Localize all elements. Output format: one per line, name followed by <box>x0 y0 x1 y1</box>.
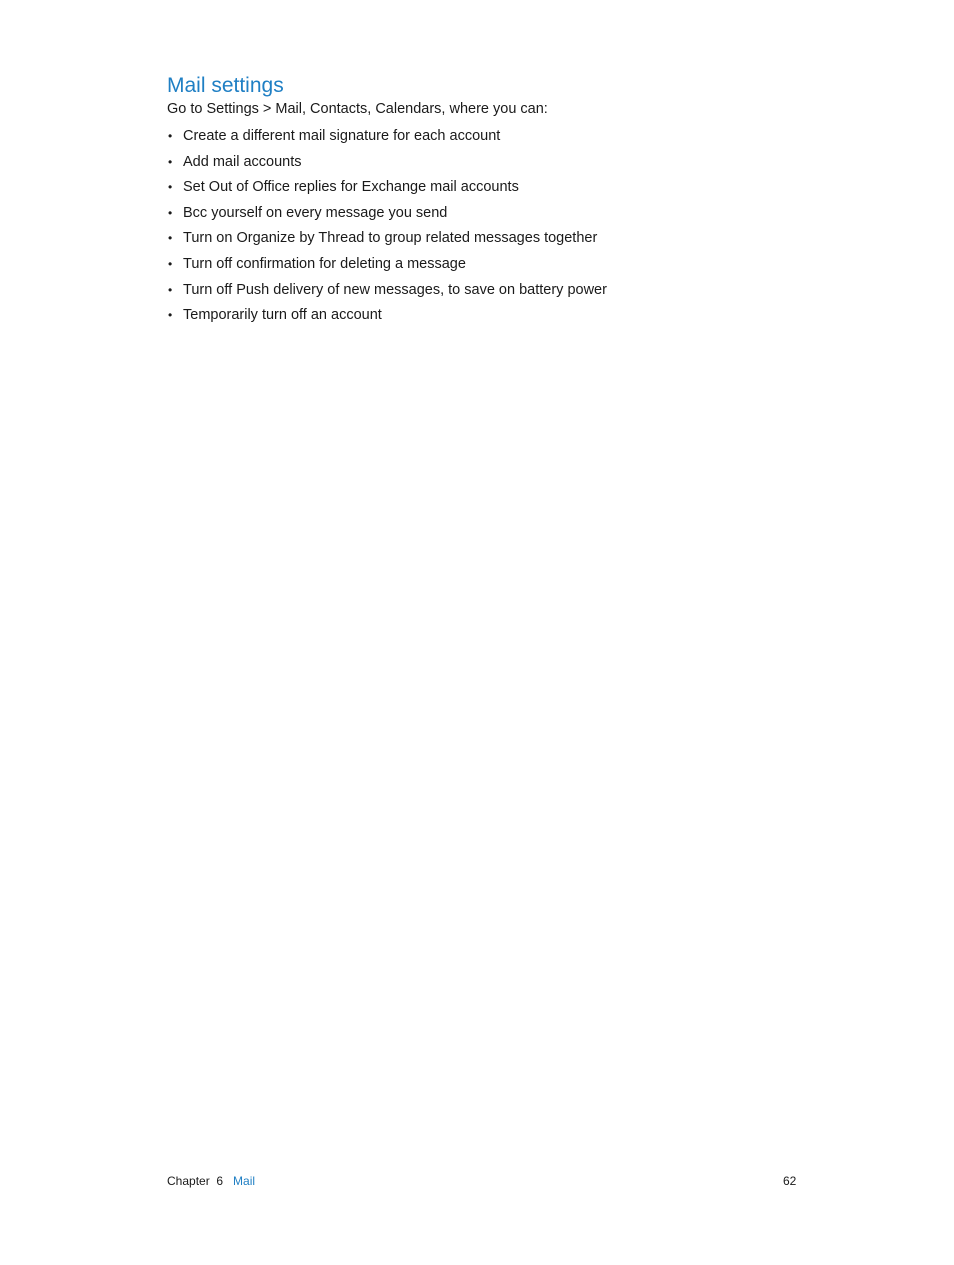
intro-paragraph: Go to Settings > Mail, Contacts, Calendars, where you can: <box>167 101 548 117</box>
bullet-icon: • <box>168 180 173 195</box>
bullet-icon: • <box>168 205 173 220</box>
list-item-text: Bcc yourself on every message you send <box>183 204 448 221</box>
bullet-icon: • <box>168 231 173 246</box>
bullet-icon: • <box>168 154 173 169</box>
bullet-icon: • <box>168 282 173 297</box>
page-number: 62 <box>783 1174 797 1188</box>
list-item-text: Create a different mail signature for each account <box>183 128 501 144</box>
list-item-text: Turn off Push delivery of new messages, to save on battery power <box>183 281 607 298</box>
list-item-text: Turn on Organize by Thread to group related messages together <box>183 230 598 247</box>
bullet-icon: • <box>168 256 173 271</box>
bullet-icon: • <box>168 129 173 143</box>
list-item-text: Temporarily turn off an account <box>183 307 382 324</box>
bullet-icon: • <box>168 308 173 323</box>
footer-chapter: Chapter 6 <box>167 1174 224 1188</box>
list-item-text: Set Out of Office replies for Exchange mail accounts <box>183 179 519 196</box>
list-item-text: Turn off confirmation for deleting a message <box>183 255 466 272</box>
section-title: Mail settings <box>167 74 284 97</box>
page-footer <box>167 1173 255 1189</box>
footer-section-link[interactable]: Mail <box>233 1174 256 1188</box>
list-item-text: Add mail accounts <box>183 153 302 170</box>
